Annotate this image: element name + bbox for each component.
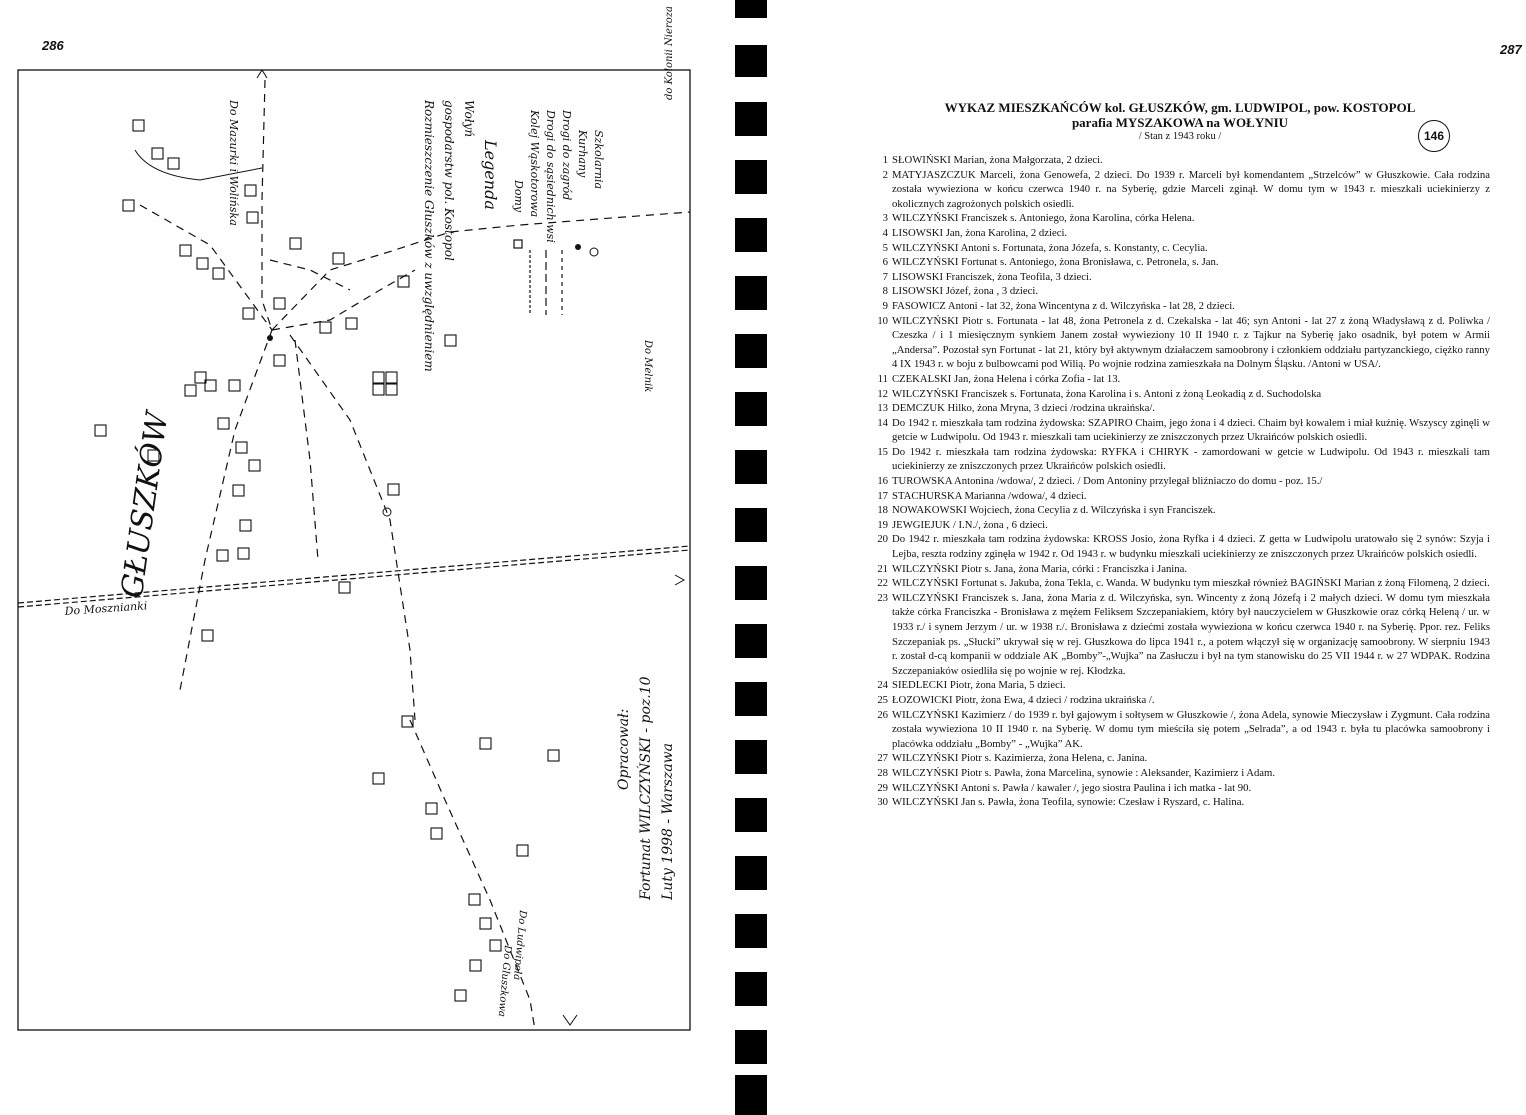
list-item (870, 270, 1490, 285)
legend-item: Domy (512, 180, 525, 213)
list-item (870, 474, 1490, 489)
legend-item: Drogi do zagród (560, 110, 573, 201)
list-item (870, 401, 1490, 416)
entry-text: WILCZYŃSKI Piotr s. Kazimierza, żona Helena, c. Janina. (892, 752, 1148, 765)
list-item (870, 591, 1490, 679)
entry-text: FASOWICZ Antoni - lat 32, żona Wincentyna z d. Wilczyńska - lat 28, 2 dzieci. (892, 299, 1235, 312)
entry-number: 16 (877, 475, 888, 488)
entry-number: 9 (882, 299, 888, 312)
entry-text: LISOWSKI Józef, żona , 3 dzieci. (892, 285, 1039, 298)
entry-number: 12 (877, 387, 888, 400)
list-item (870, 503, 1490, 518)
entry-number: 30 (877, 796, 888, 809)
entry-number: 26 (877, 708, 888, 721)
list-item (870, 153, 1490, 168)
entry-number: 18 (877, 504, 888, 517)
page-number-right: 287 (1500, 42, 1522, 57)
entry-number: 23 (877, 591, 888, 604)
road-label: Do Gluszkowa (495, 944, 513, 1018)
entry-text: Do 1942 r. mieszkała tam rodzina żydowska: SZAPIRO Chaim, jego żona i 4 dzieci. Chaim był kowalem i miał kuźnię. Wszyscy zginęli w getcie w Ludwipolu. Od 1943 r. mieszkali tam uciekinierzy ze zniszczonych przez Ukraińców polskich osiedli. (892, 416, 1490, 444)
list-item (870, 678, 1490, 693)
author-note-line: Opracował: (616, 708, 632, 790)
legend-item: Drogi do sąsiednich wsi (544, 110, 557, 243)
entry-text: DEMCZUK Hilko, żona Mryna, 3 dzieci /rodzina ukraińska/. (892, 402, 1155, 415)
entry-text: Do 1942 r. mieszkała tam rodzina żydowska: RYFKA i CHIRYK - zamordowani w getcie w Ludwipolu. Od 1943 r. mieszkali tam uciekinierzy ze zniszczonych przez Ukraińców polskich osiedli. (892, 445, 1490, 473)
list-item (870, 489, 1490, 504)
legend-item: Kurhany (576, 130, 589, 178)
road-label: do Kolonii Nieroza (664, 6, 675, 100)
entry-text: WILCZYŃSKI Piotr s. Fortunata - lat 48, żona Petronela z d. Czekalska - lat 46; syn Antoni - lat 27 z żoną Władysławą z d. Poliwka / Czeszka / i 1 miesięcznym synkiem Janem został wywieziony 10 II 1940 r. z Tajkur na Syberię jako osadnik, był potem w Armii „Andersa”. Pozostał syn Fortunat - lat 21, który był aktywnym działaczem samoobrony i członkiem oddziału partyzanckiego, ciężko ranny 4 IX 1943 r. w boju z bulbowcami pod Wilią. Po wojnie rodzina zamieszkała na Dolnym Śląsku. /Antoni w USA/. (892, 314, 1490, 371)
entry-text: WILCZYŃSKI Antoni s. Fortunata, żona Józefa, s. Konstanty, c. Cecylia. (892, 241, 1208, 254)
entry-number: 21 (877, 562, 888, 575)
list-item (870, 255, 1490, 270)
entry-number: 8 (882, 285, 888, 298)
resident-list (870, 100, 1490, 810)
entry-number: 25 (877, 693, 888, 706)
list-item (870, 708, 1490, 752)
entry-number: 10 (877, 314, 888, 327)
entry-number: 11 (877, 372, 888, 385)
author-note-line: Luty 1998 - Warszawa (660, 742, 676, 900)
map-title-line: gospodarstw pol. Kostopol (442, 100, 456, 261)
legend-title: Legenda (481, 140, 500, 210)
entry-number: 17 (877, 489, 888, 502)
list-item (870, 576, 1490, 591)
entry-text: WILCZYŃSKI Piotr s. Jana, żona Maria, córki : Franciszka i Janina. (892, 562, 1188, 575)
entry-text: WILCZYŃSKI Franciszek s. Fortunata, żona Karolina i s. Antoni z żoną Leokadią z d. Suchodolska (892, 387, 1322, 400)
entry-number: 20 (877, 533, 888, 546)
page-number-left: 286 (42, 38, 64, 53)
entry-number: 4 (882, 226, 888, 239)
entry-number: 14 (877, 416, 888, 429)
entry-number: 13 (877, 402, 888, 415)
list-item (870, 562, 1490, 577)
entry-text: SŁOWIŃSKI Marian, żona Małgorzata, 2 dzieci. (892, 154, 1103, 166)
village-map (0, 0, 735, 1115)
entry-text: NOWAKOWSKI Wojciech, żona Cecylia z d. Wilczyńska i syn Franciszek. (892, 504, 1216, 517)
list-item (870, 693, 1490, 708)
list-item (870, 795, 1490, 810)
entry-text: STACHURSKA Marianna /wdowa/, 4 dzieci. (892, 489, 1087, 502)
road-label: Do Mazurki i Wolińska (227, 100, 240, 226)
entry-number: 24 (877, 679, 888, 692)
entry-number: 5 (882, 241, 888, 254)
entry-text: WILCZYŃSKI Franciszek s. Jana, żona Maria z d. Wilczyńska, syn. Wincenty z żoną Józefą i 2 małych dzieci. W domu tym mieszkała także córka Franciszka - Bronisława z mężem Feliksem Szczepaniakiem, który był nauczycielem w Głuszkowie oraz córką Heleną / ur. w 1933 r./ i synem Jerzym / ur. w 1938 r./. Bronisława z dziećmi została wywieziona w końcu czerwca 1940 r. na Syberię. Ppor. rez. Feliks Szczepaniak ps. „Słucki” ukrywał się w rej. Głuszkowa do lipca 1941 r., a potem włączył się w organizację samoobrony. W sierpniu 1943 r. został d-cą kompanii w oddziale AK „Bomby”-„Wujka” na Zasłuczu i był na tym stanowisku do 25 VII 1944 r. w 27 WDPAK. Rodzina Szczepaniaków osiedliła się po wojnie w rej. Kłodzka. (892, 591, 1490, 677)
entry-text: WILCZYŃSKI Piotr s. Pawła, żona Marcelina, synowie : Aleksander, Kazimierz i Adam. (892, 766, 1276, 779)
map-title-line: Wołyń (462, 100, 476, 138)
entry-text: WILCZYŃSKI Fortunat s. Jakuba, żona Tekla, c. Wanda. W budynku tym mieszkał również BAGIŃSKI Marian z żoną Filomeną, 2 dzieci. (892, 577, 1490, 590)
list-item (870, 518, 1490, 533)
archive-stamp: 146 (1418, 120, 1450, 152)
entry-text: CZEKALSKI Jan, żona Helena i córka Zofia - lat 13. (892, 372, 1121, 385)
road-label: Do Mosznianki (64, 599, 148, 618)
entry-number: 28 (877, 766, 888, 779)
entry-text: WILCZYŃSKI Franciszek s. Antoniego, żona Karolina, córka Helena. (892, 212, 1195, 225)
entry-text: MATYJASZCZUK Marceli, żona Genowefa, 2 dzieci. Do 1939 r. Marceli był komendantem „Strzelców” w Głuszkowie. Cała rodzina została wywieziona w końcu czerwca 1940 r. na Syberię, gdzie Marceli zginął. W domu tym w 1943 r. mieszkali uciekinierzy z okolicznych zagrożonych polskich osiedli. (892, 168, 1490, 210)
road-label: Do Ludwipola (510, 909, 528, 981)
entry-text: WILCZYŃSKI Jan s. Pawła, żona Teofila, synowie: Czesław i Ryszard, c. Halina. (892, 796, 1245, 809)
entry-number: 27 (877, 752, 888, 765)
list-item (870, 445, 1490, 474)
list-item (870, 751, 1490, 766)
entry-number: 22 (877, 577, 888, 590)
entry-text: WILCZYŃSKI Kazimierz / do 1939 r. był gajowym i sołtysem w Głuszkowie /, żona Adela, synowie Mieczysław i Zygmunt. Cała rodzina została wywieziona 10 II 1940 r. na Syberię. W domu tym mieściła się potem „Selrada”, a od 1943 r. była tu placówka samoobrony i placówka oddziału „Bomby” - „Wujka” AK. (892, 708, 1490, 750)
list-item (870, 532, 1490, 561)
page-title: WYKAZ MIESZKAŃCÓW kol. GŁUSZKÓW, gm. LUDWIPOL, pow. KOSTOPOL (944, 100, 1416, 115)
entry-text: TUROWSKA Antonina /wdowa/, 2 dzieci. / Dom Antoniny przylegał bliźniaczo do domu - poz. 15./ (892, 475, 1323, 488)
list-item (870, 226, 1490, 241)
entries-list (870, 153, 1490, 810)
entry-number: 15 (877, 445, 888, 458)
list-item (870, 416, 1490, 445)
entry-text: WILCZYŃSKI Fortunat s. Antoniego, żona Bronisława, c. Petronela, s. Jan. (892, 256, 1219, 269)
list-item (870, 387, 1490, 402)
list-item (870, 781, 1490, 796)
entry-text: JEWGIEJUK / I.N./, żona , 6 dzieci. (892, 518, 1048, 531)
entry-number: 29 (877, 781, 888, 794)
entry-text: SIEDLECKI Piotr, żona Maria, 5 dzieci. (892, 679, 1066, 692)
village-label: GŁUSZKÓW (114, 409, 176, 601)
entry-number: 6 (882, 256, 888, 269)
status-note: / Stan z 1943 roku / (1138, 131, 1222, 142)
entry-text: WILCZYŃSKI Antoni s. Pawła / kawaler /, jego siostra Paulina i ich matka - lat 90. (892, 781, 1252, 794)
entry-number: 7 (882, 270, 888, 283)
list-item (870, 766, 1490, 781)
list-item (870, 168, 1490, 212)
author-note-line: Fortunat WILCZYŃSKI - poz.10 (638, 676, 654, 900)
list-item (870, 372, 1490, 387)
legend-item: Kolej Wąskotorowa (528, 110, 541, 218)
entry-number: 1 (882, 154, 888, 166)
list-item (870, 299, 1490, 314)
entry-text: LISOWSKI Jan, żona Karolina, 2 dzieci. (892, 226, 1068, 239)
list-item (870, 241, 1490, 256)
entry-text: LISOWSKI Franciszek, żona Teofila, 3 dzieci. (892, 270, 1092, 283)
road-label: Do Melnik (642, 340, 653, 393)
entry-text: Do 1942 r. mieszkała tam rodzina żydowska: KROSS Josio, żona Ryfka i 4 dzieci. Z getta w Ludwipolu uratowało się 2 synów: Szyja i Lejba, reszta rodziny zginęła w 1942 r. Od 1943 r. w budynku mieszkali uciekinierzy ze zniszczonych przez Ukraińców polskich osiedli. (892, 533, 1490, 561)
page-subtitle: parafia MYSZAKOWA na WOŁYNIU (1071, 115, 1289, 130)
list-item (870, 284, 1490, 299)
legend-item: Szkolarnia (592, 130, 605, 190)
entry-number: 2 (882, 168, 888, 181)
entry-text: ŁOZOWICKI Piotr, żona Ewa, 4 dzieci / rodzina ukraińska /. (892, 693, 1155, 706)
map-title-line: Rozmieszczenie Głuszków z uwzględnieniem (422, 100, 436, 372)
legend (512, 109, 605, 243)
entry-number: 3 (882, 212, 888, 225)
list-item (870, 314, 1490, 372)
list-item (870, 211, 1490, 226)
entry-number: 19 (877, 518, 888, 531)
